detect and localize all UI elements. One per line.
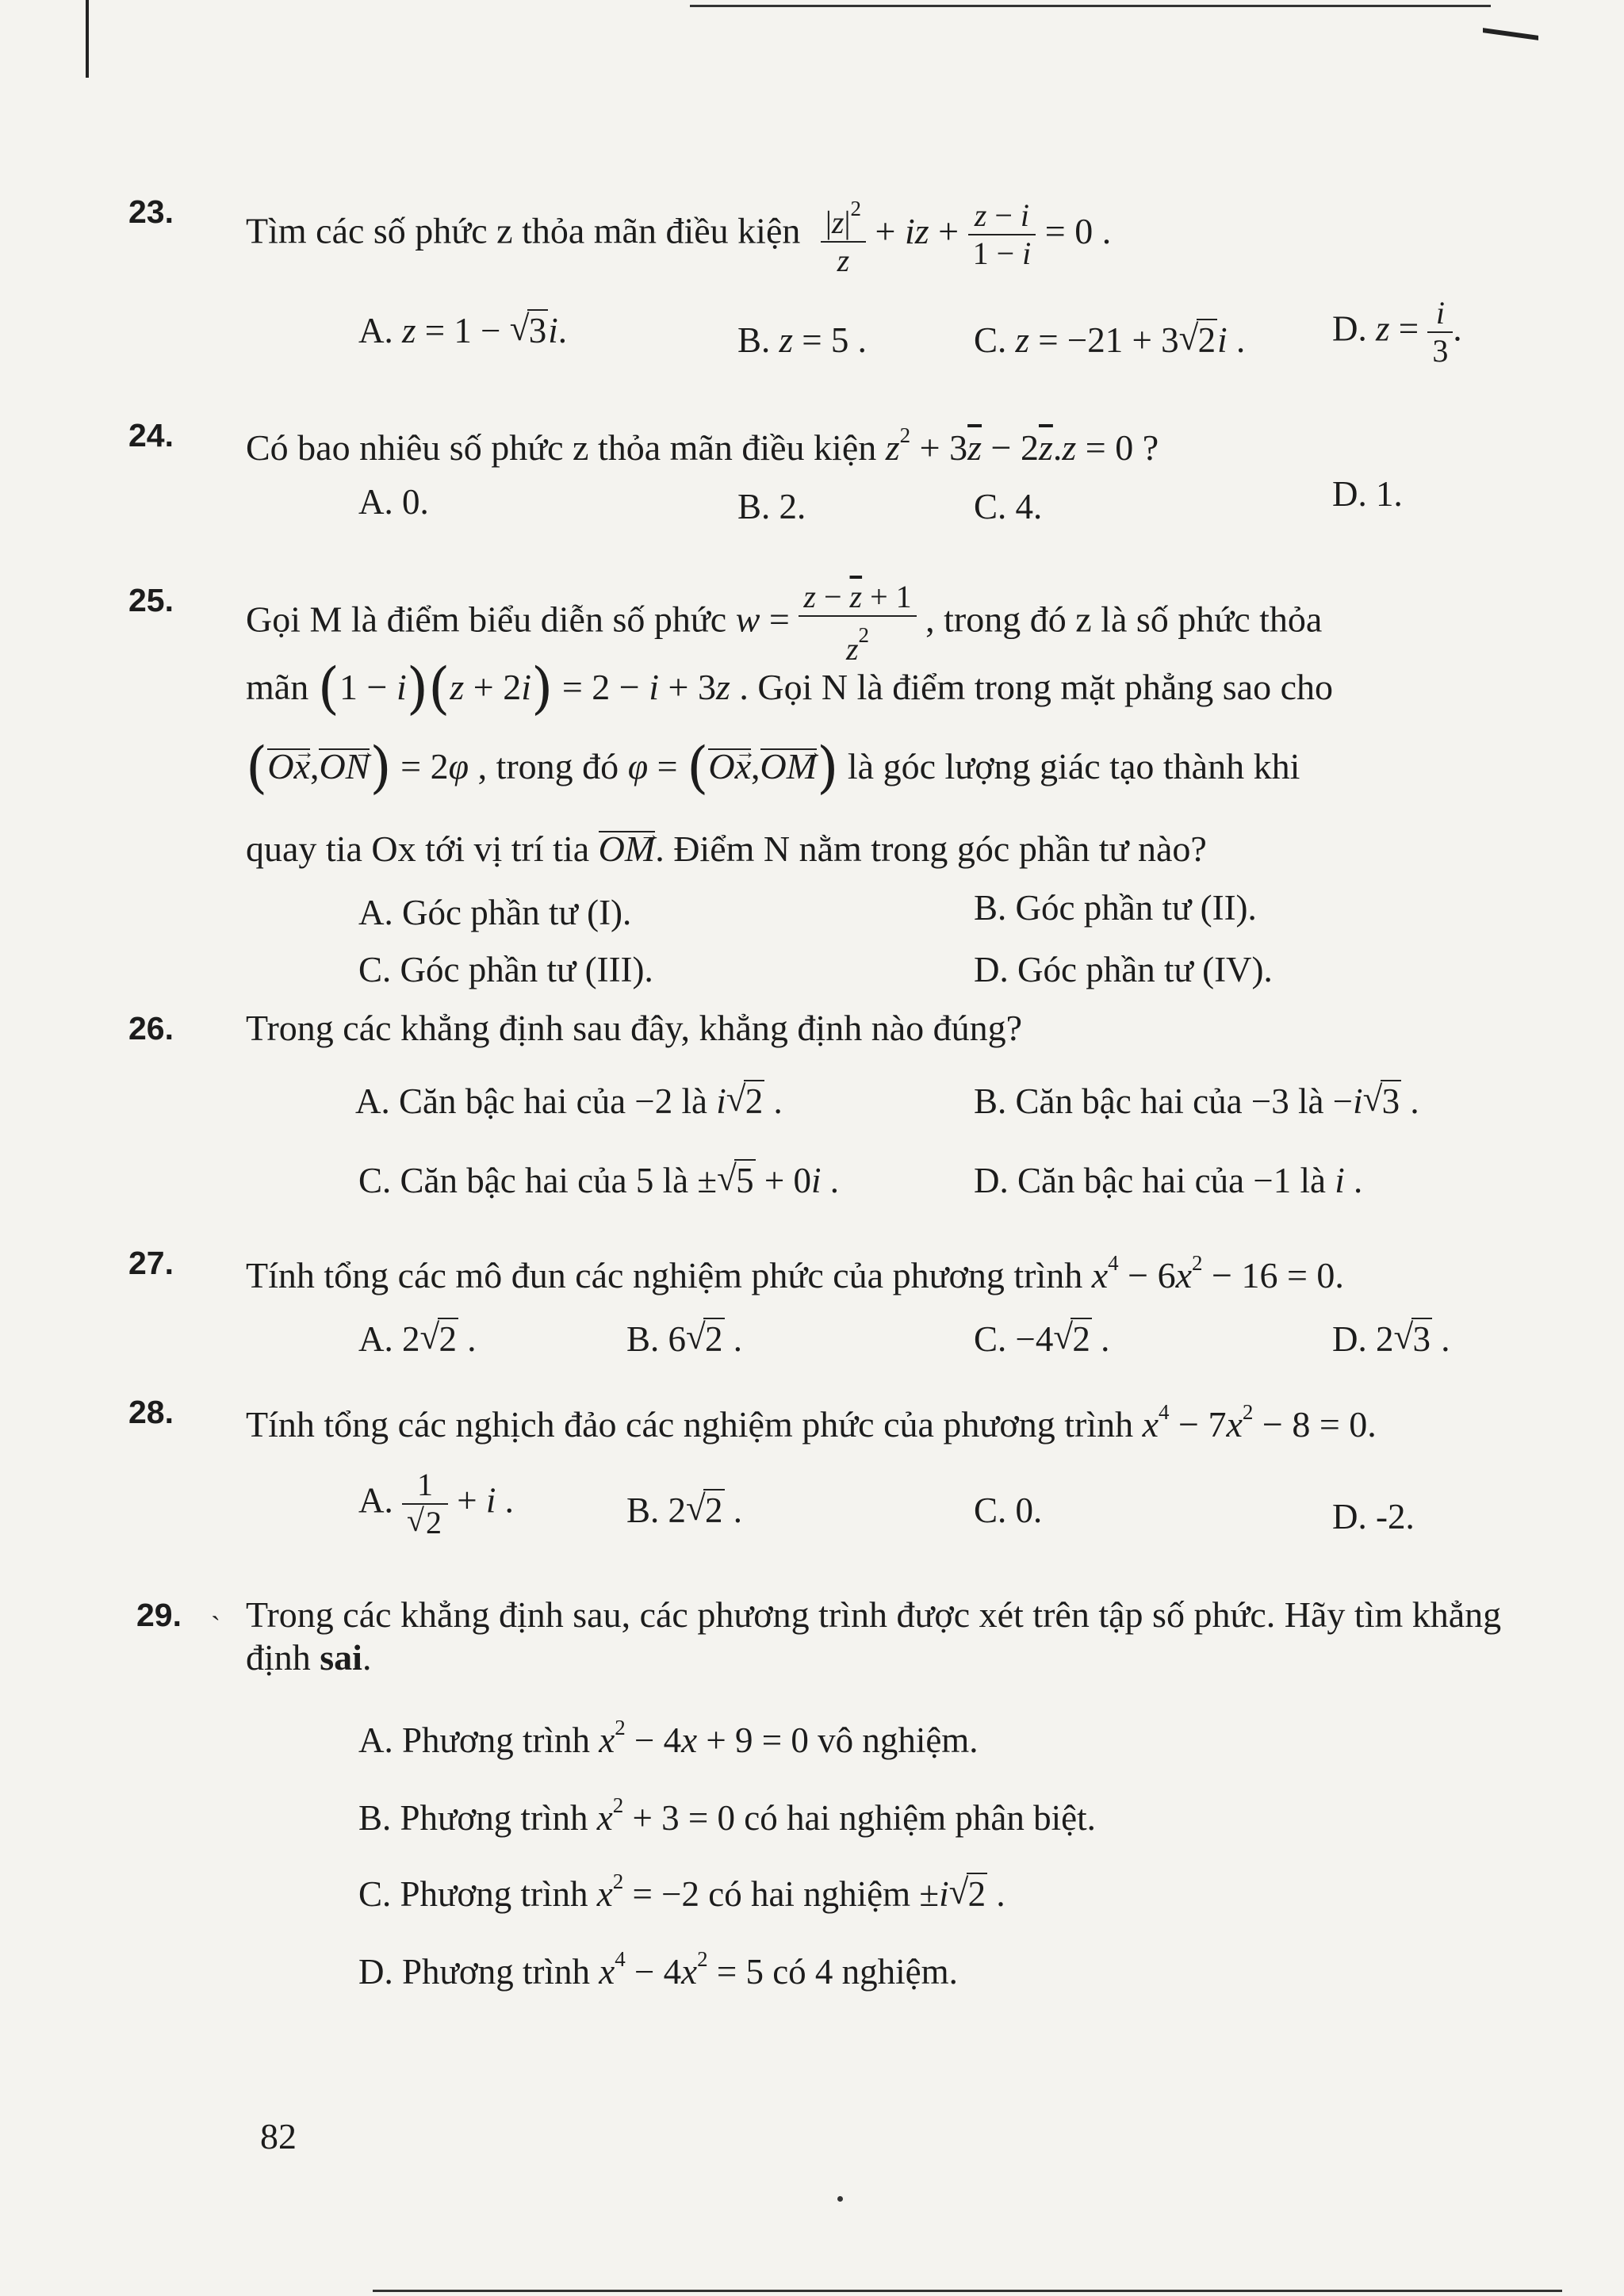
scan-speck	[837, 2196, 843, 2202]
option-b[interactable]: B. z = 5 .	[737, 320, 867, 360]
option-b[interactable]: B. 6 √ 2 .	[626, 1318, 742, 1360]
question-27	[128, 1242, 1344, 1297]
question-number: 23.	[128, 193, 174, 230]
option-c[interactable]: C. z = −21 + 3 √ 2i .	[974, 319, 1245, 362]
question-stem: Có bao nhiêu số phức z thỏa mãn điều kiện	[246, 427, 877, 468]
option-d[interactable]: D. 2 √ 3 .	[1332, 1318, 1450, 1360]
question-stem: Tìm các số phức z thỏa mãn điều kiện	[246, 210, 801, 251]
question-24	[128, 414, 1159, 469]
question-stem: Trong các khẳng định sau, các phương trình được xét trên tập số phức. Hãy tìm khẳng định	[246, 1594, 1502, 1678]
option-a[interactable]: A. 1 √ 2 + i .	[358, 1467, 514, 1541]
question-number: 28.	[128, 1394, 174, 1430]
option-a[interactable]: A. Góc phần tư (I).	[358, 893, 632, 932]
question-number: 27.	[128, 1245, 174, 1281]
question-stem: Trong các khẳng định sau đây, khẳng định nào đúng?	[246, 1008, 1023, 1048]
question-stem: Tính tổng các mô đun các nghiệm phức của phương trình	[246, 1255, 1083, 1295]
question-number: 29.	[136, 1597, 182, 1633]
option-b[interactable]: B. 2.	[737, 487, 806, 526]
equation-23: $\frac{|z|^2}{z}$ + iz + $\frac{z - i}{1 - i}$ = 0 .	[821, 211, 1111, 251]
option-c[interactable]: C. Căn bậc hai của 5 là ± √ 5 + 0i .	[358, 1159, 839, 1202]
margin-tick-mark: `	[211, 1610, 220, 1642]
question-28	[128, 1391, 1377, 1446]
question-number: 25.	[128, 582, 174, 618]
option-d[interactable]: D. Phương trình $x^4 - 4x^2 = 5$ có 4 nghiệm.	[358, 1947, 958, 1992]
question-25-line2: mãn (1 − i)(z + 2i) = 2 − i + 3z . Gọi N là điểm trong mặt phẳng sao cho	[246, 656, 1333, 721]
question-stem: Tính tổng các nghịch đảo các nghiệm phức của phương trình	[246, 1404, 1134, 1445]
option-c[interactable]: C. 4.	[974, 487, 1043, 526]
option-a[interactable]: A. Căn bậc hai của −2 là i √ 2 .	[355, 1080, 783, 1123]
scan-edge-left	[86, 0, 89, 78]
equation-28: $x^4 - 7x^2 - 8 = 0$.	[1142, 1400, 1377, 1445]
option-a[interactable]: A. z = 1 − √ 3i.	[358, 309, 567, 352]
question-26	[128, 1007, 1023, 1050]
scan-edge-bottom	[373, 2290, 1562, 2292]
option-c[interactable]: C. Góc phần tư (III).	[358, 950, 653, 989]
option-d[interactable]: D. Căn bậc hai của −1 là i .	[974, 1161, 1363, 1200]
scan-edge-top	[690, 5, 1491, 7]
option-a[interactable]: A. Phương trình $x^2 - 4x + 9 = 0$ vô nghiệm.	[358, 1716, 979, 1760]
question-29: 29. Trong các khẳng định sau, các phương trình được xét trên tập số phức. Hãy tìm khẳng định sai.	[136, 1594, 1502, 1678]
option-d[interactable]: D. Góc phần tư (IV).	[974, 950, 1273, 989]
option-b[interactable]: B. Góc phần tư (II).	[974, 888, 1257, 928]
option-a[interactable]: A. 0.	[358, 482, 429, 522]
question-25-line4: quay tia Ox tới vị trí tia → OM. Điểm N nằm trong góc phần tư nào?	[246, 828, 1207, 871]
option-b[interactable]: B. 2 √ 2 .	[626, 1489, 742, 1532]
option-b[interactable]: B. Căn bậc hai của −3 là −i √ 3 .	[974, 1080, 1419, 1123]
option-c[interactable]: C. −4 √ 2 .	[974, 1318, 1109, 1360]
scan-corner-mark	[1483, 0, 1538, 40]
question-25: 25. Gọi M là điểm biểu diễn số phức w = $\frac{z - \overline{z} + 1}{z^2}$ , trong đó z là số phức thỏa	[128, 579, 1323, 667]
question-23	[128, 190, 1112, 279]
option-d[interactable]: D. 1.	[1332, 474, 1403, 514]
question-25-line3: (→ Ox,→ ON) = 2φ , trong đó φ = (→ Ox,→ OM) là góc lượng giác tạo thành khi	[246, 745, 1300, 788]
option-c[interactable]: C. Phương trình $x^2 = -2$ có hai nghiệm ±i √ 2 .	[358, 1860, 1005, 1915]
equation-27: $x^4 - 6x^2 - 16 = 0$.	[1091, 1251, 1344, 1295]
page-number: 82	[260, 2116, 297, 2156]
question-number: 26.	[128, 1010, 174, 1047]
option-d[interactable]: D. z = $\frac{i}{3}$ .	[1332, 295, 1462, 369]
option-d[interactable]: D. -2.	[1332, 1497, 1415, 1536]
question-number: 24.	[128, 417, 174, 453]
equation-24: $z^2 + 3\overline{z} - 2\overline{z}.z = 0$ ?	[885, 423, 1159, 468]
option-a[interactable]: A. 2 √ 2 .	[358, 1318, 477, 1360]
question-stem-emphasis: sai	[320, 1637, 362, 1678]
option-c[interactable]: C. 0.	[974, 1490, 1043, 1530]
option-b[interactable]: B. Phương trình $x^2 + 3 = 0$ có hai nghiệm phân biệt.	[358, 1793, 1096, 1838]
